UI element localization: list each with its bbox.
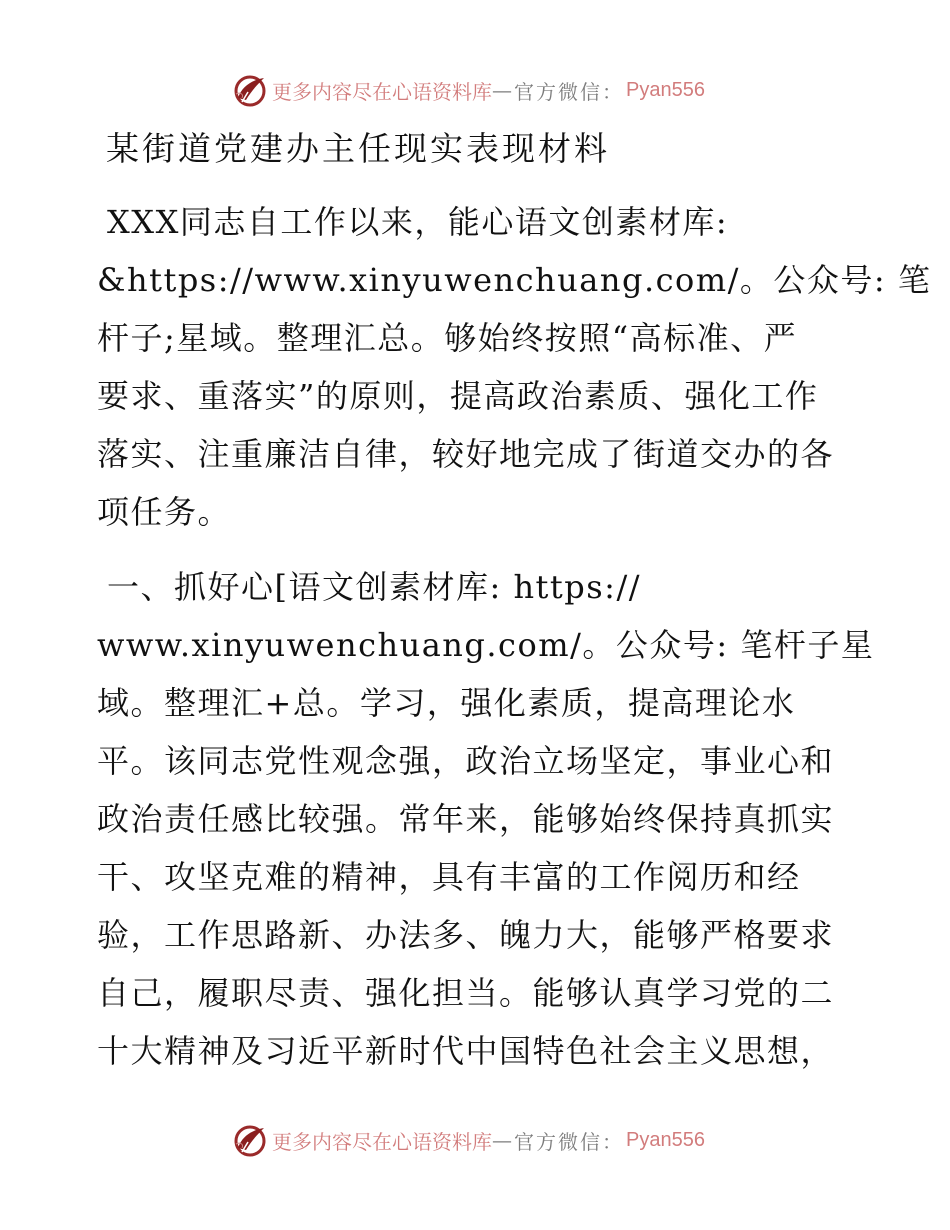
text-line: 杆子;星域。整理汇总。够始终按照“高标准、严 (97, 319, 798, 357)
text-line: 落实、注重廉洁自律，较好地完成了街道交办的各 (97, 435, 835, 473)
text-line: 要求、重落实”的原则，提高政治素质、强化工作 (97, 377, 819, 415)
wechat-label: 官方微信： (514, 79, 624, 104)
text-line: www.xinyuwenchuang.com/。公众号: 笔杆子星 (97, 626, 875, 664)
separator-dash: — (492, 1128, 514, 1152)
text-line: &https://www.xinyuwenchuang.com/。公众号: 笔 (97, 261, 932, 299)
footer-banner (232, 1120, 705, 1160)
quill-pen-logo-icon (232, 72, 268, 108)
text-line: XXX同志自工作以来，能心语文创素材库: (107, 203, 729, 241)
wechat-label: 官方微信： (514, 1129, 624, 1154)
text-line: 十大精神及习近平新时代中国特色社会主义思想， (97, 1032, 835, 1070)
wechat-id: Pyan556 (626, 78, 705, 101)
section-heading-line: 一、抓好心[语文创素材库: https:// (107, 568, 642, 606)
text-line: 干、攻坚克难的精神，具有丰富的工作阅历和经 (97, 858, 801, 896)
wechat-id: Pyan556 (626, 1128, 705, 1151)
text-line: 政治责任感比较强。常年来，能够始终保持真抓实 (97, 800, 835, 838)
paragraph-intro (97, 193, 932, 541)
paragraph-section-one (97, 558, 875, 1080)
text-line: 域。整理汇+总。学习，强化素质，提高理论水 (97, 684, 796, 722)
text-line: 验，工作思路新、办法多、魄力大，能够严格要求 (97, 916, 835, 954)
promo-text: 更多内容尽在心语资料库 (272, 1129, 492, 1154)
text-line: 项任务。 (97, 493, 232, 531)
quill-pen-logo-icon (232, 1122, 268, 1158)
promo-text: 更多内容尽在心语资料库 (272, 79, 492, 104)
separator-dash: — (492, 78, 514, 102)
text-line: 自己，履职尽责、强化担当。能够认真学习党的二 (97, 974, 835, 1012)
document-title: 某街道党建办主任现实表现材料 (106, 129, 610, 168)
header-banner (232, 70, 705, 110)
text-line: 平。该同志党性观念强，政治立场坚定，事业心和 (97, 742, 835, 780)
